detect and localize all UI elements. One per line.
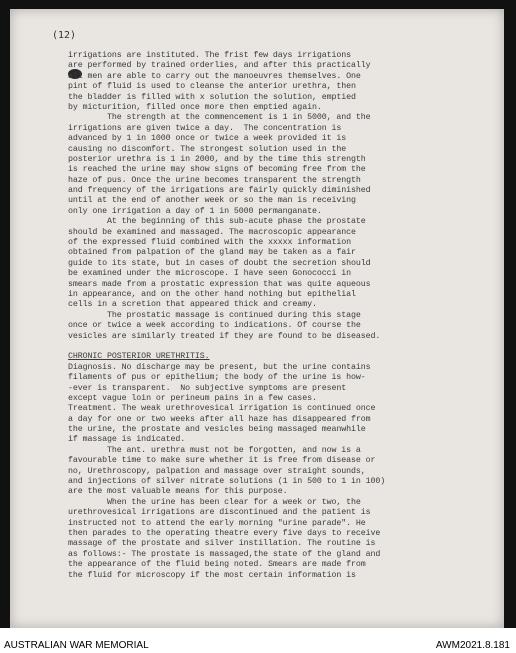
text-line: be examined under the microscope. I have seen Gonococci in	[68, 269, 351, 279]
text-line: filaments of pus or epithelium; the body of the urine is how-	[68, 373, 366, 383]
text-line: The strength at the commencement is 1 in 5000, and the	[68, 113, 371, 123]
text-line: until at the end of another week or so the man is receiving	[68, 196, 356, 206]
text-line: only one irrigation a day of 1 in 5000 permanganate.	[68, 206, 322, 216]
text-line: Treatment. The weak urethrovesical irrigation is continued once	[68, 404, 376, 414]
text-line: instructed not to attend the early morning "urine parade". He	[68, 518, 366, 528]
text-line: all men are able to carry out the manoeuvres themselves. One	[68, 71, 361, 81]
text-line: except vague loin or perineum pains in a few cases.	[68, 393, 317, 403]
page-number: (12)	[52, 30, 77, 41]
document-page	[10, 9, 504, 628]
text-line: if massage is indicated.	[68, 435, 186, 445]
text-line: is reached the urine may show signs of becoming free from the	[68, 165, 366, 175]
text-line: urethrovesical irrigations are discontinued and the patient is	[68, 508, 371, 518]
text-line: are the most valuable means for this purpose.	[68, 487, 288, 497]
text-line: then parades to the operating theatre every five days to receive	[68, 528, 381, 538]
archive-footer	[0, 628, 516, 653]
text-line: once or twice a week according to indications. Of course the	[68, 321, 361, 331]
text-line: the urine, the prostate and vesicles being massaged meanwhile	[68, 425, 366, 435]
text-line: The prostatic massage is continued during this stage	[68, 310, 361, 320]
text-line: are performed by trained orderlies, and after this practically	[68, 61, 371, 71]
text-line: guide to its state, but in cases of doubt the secretion should	[68, 258, 371, 268]
text-line: Diagnosis. No discharge may be present, but the urine contains	[68, 362, 371, 372]
text-line: irrigations are given twice a day. The concentration is	[68, 123, 342, 133]
text-line: the appearance of the fluid being noted. Smears are made from	[68, 560, 366, 570]
text-line: and injections of silver nitrate solutions (1 in 500 to 1 in 100)	[68, 477, 386, 487]
text-line: pint of fluid is used to cleanse the anterior urethra, then	[68, 82, 356, 92]
text-line: favourable time to make sure whether it is free from disease or	[68, 456, 376, 466]
institution-label: AUSTRALIAN WAR MEMORIAL	[4, 640, 149, 651]
text-line	[68, 342, 498, 352]
text-line: by micturition, filled once more then emptied again.	[68, 102, 322, 112]
text-line: the fluid for microscopy if the most certain information is	[68, 570, 356, 580]
text-line: At the beginning of this sub-acute phase the prostate	[68, 217, 366, 227]
text-line: causing no discomfort. The strongest solution used in the	[68, 144, 347, 154]
text-line: a day for one or two weeks after all haze has disappeared from	[68, 414, 371, 424]
text-line: cells in a scretion that appeared thick and creamy.	[68, 300, 317, 310]
reference-number: AWM2021.8.181	[435, 640, 510, 651]
text-line: as follows:- The prostate is massaged,the state of the gland and	[68, 549, 381, 559]
text-line: -ever is transparent. No subjective symptoms are present	[68, 383, 347, 393]
text-line: massage of the prostate and silver instillation. The routine is	[68, 539, 376, 549]
text-line: The ant. urethra must not be forgotten, and now is a	[68, 445, 361, 455]
text-line: obtained from palpation of the gland may be taken as a fair	[68, 248, 356, 258]
text-line: should be examined and massaged. The macroscopic appearance	[68, 227, 356, 237]
text-line: smears made from a prostatic expression that was quite aqueous	[68, 279, 371, 289]
text-line: When the urine has been clear for a week or two, the	[68, 497, 361, 507]
text-line: haze of pus. Once the urine becomes transparent the strength	[68, 175, 361, 185]
text-line: irrigations are instituted. The frist few days irrigations	[68, 51, 351, 60]
text-line: and frequency of the irrigations are fairly quickly diminished	[68, 186, 371, 196]
text-line: advanced by 1 in 1000 once or twice a week provided it is	[68, 134, 347, 144]
text-line: in appearance, and on the other hand nothing but epithelial	[68, 289, 356, 299]
text-line: of the expressed fluid combined with the xxxxx information	[68, 238, 351, 248]
text-line: the bladder is filled with x solution the solution, emptied	[68, 92, 356, 102]
document-body	[68, 51, 498, 581]
text-line: posterior urethra is 1 in 2000, and by the time this strength	[68, 154, 366, 164]
text-line: no, Urethroscopy, palpation and massage over straight sounds,	[68, 466, 366, 476]
text-line: CHRONIC POSTERIOR URETHRITIS.	[68, 352, 210, 362]
text-line: vesicles are similarly treated if they are found to be diseased.	[68, 331, 381, 341]
